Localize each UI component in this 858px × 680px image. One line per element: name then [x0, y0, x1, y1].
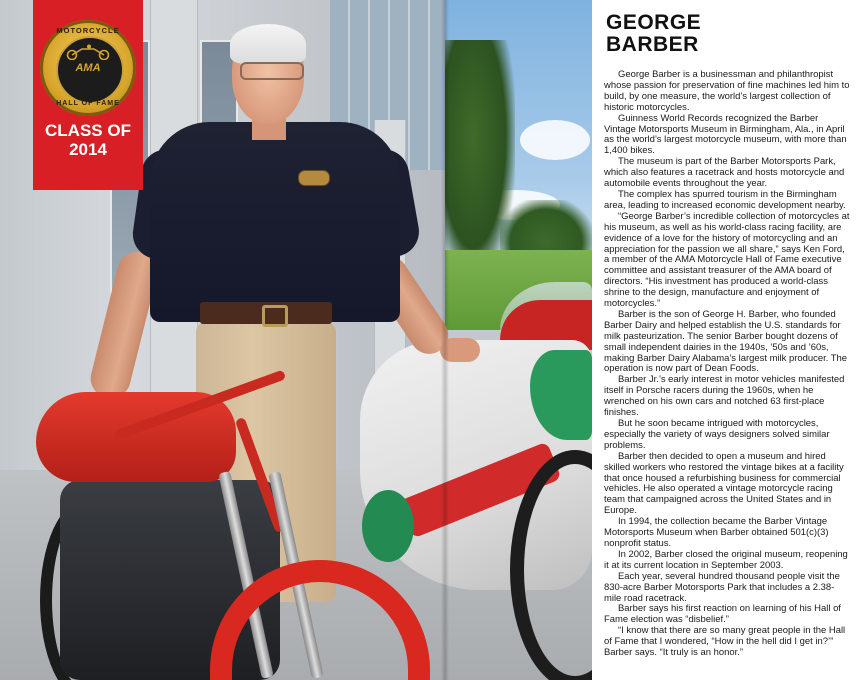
belt-buckle [262, 305, 288, 327]
navy-shirt [150, 122, 400, 322]
class-of-label [33, 121, 143, 159]
paragraph: The museum is part of the Barber Motorsports Park, which also features a racetrack and hosts motorcycle and automobile events throughout the year. [604, 156, 845, 190]
cloud [520, 120, 590, 160]
shirt-logo-patch [298, 170, 330, 186]
paragraph: Barber says his first reaction on learning of his Hall of Fame election was “disbelief.” [604, 603, 841, 626]
article-title [606, 12, 846, 56]
title-last-name: BARBER [606, 33, 699, 56]
paragraph: “George Barber’s incredible collection of motorcycles at his museum, as well as his world-class racing facility, are evidence of a love for the history of motorcycling and an appreciation for the passion we all share,” says Ken Ford, a member of the AMA Motorcycle Hall of Fame executive committee and assistant treasurer of the AMA board of directors. “His investment has produced a world-class shrine to the design, manufacture and enjoyment of motorcycles.” [604, 210, 850, 310]
paragraph: Barber is the son of George H. Barber, who founded Barber Dairy and helped establish the U.S. standards for milk pasteurization. The senior Barber bought dozens of small independent dairies in the 1940s, ’50s and ’60s, making Barber Dairy Alabama’s largest milk producer. The operation is now part of Dean Foods. [604, 308, 848, 375]
green-fairing-panel [362, 490, 414, 562]
white-hair [230, 24, 306, 64]
ribbon-notch [33, 158, 143, 190]
paragraph: “I know that there are so many great people in the Hall of Fame that I wondered, “How in the hell did I get in?’” Barber says. “It truly is an honor.” [604, 625, 846, 659]
class-of-line: CLASS OF [45, 121, 131, 140]
motorcycle-rider-icon [62, 44, 114, 60]
class-year: 2014 [69, 140, 107, 159]
paragraph: Each year, several hundred thousand people visit the 830-acre Barber Motorsports Park that includes a 2.38-mile road racetrack. [604, 570, 840, 604]
hall-of-fame-seal [40, 20, 136, 116]
paragraph: The complex has spurred tourism in the Birmingham area, leading to increased economic development nearby. [604, 188, 846, 211]
page-fold [441, 0, 449, 680]
paragraph: Barber Jr.’s early interest in motor vehicles manifested itself in Porsche racers during the 1960s, when he wrenched on his own cars and notched 63 first-place finishes. [604, 374, 845, 419]
title-first-name: GEORGE [606, 11, 702, 34]
article-body [604, 70, 850, 659]
seal-top-text: MOTORCYCLE [56, 26, 120, 35]
paragraph: Barber then decided to open a museum and hired skilled workers who restored the vintage bikes at a facility that once housed a refurbishing business for commercial vehicles. He also operated a vintage motorcycle racing team that campaigned across the United States and in Europe. [604, 450, 844, 517]
ama-logo-text: AMA [75, 62, 101, 74]
paragraph: In 2002, Barber closed the original museum, reopening it at its current location in September 2003. [604, 548, 848, 571]
eyeglasses [240, 62, 304, 80]
paragraph: George Barber is a businessman and philanthropist whose passion for preservation of fine machines led him to build, by one measure, the world’s largest collection of historic motorcycles. [604, 69, 850, 113]
paragraph: But he soon became intrigued with motorcycles, especially the variety of ways designers solved similar problems. [604, 418, 830, 451]
paragraph: Guinness World Records recognized the Barber Vintage Motorsports Museum in Birmingham, Ala., in April as the world’s largest motorcycle museum, with more than 1,400 bikes. [604, 112, 847, 157]
paragraph: In 1994, the collection became the Barber Vintage Motorsports Museum when Barber obtained 501(c)(3) nonprofit status. [604, 516, 829, 549]
seal-bottom-text: HALL OF FAME [56, 100, 120, 107]
